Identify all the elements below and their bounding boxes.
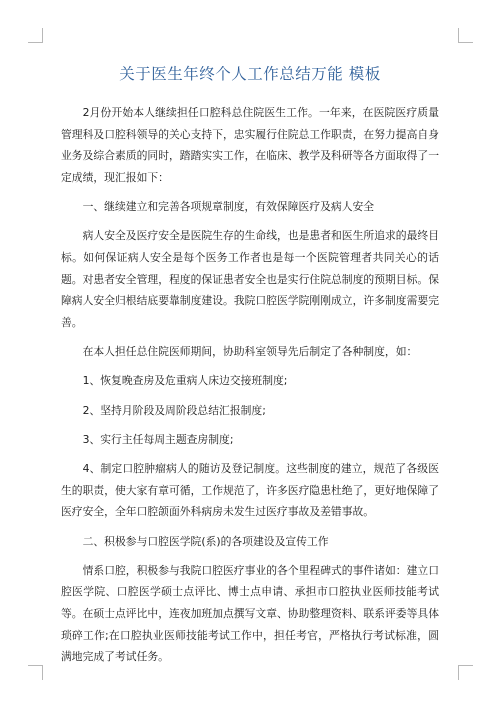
crop-mark-top-right bbox=[458, 28, 473, 43]
paragraph-safety: 病人安全及医疗安全是医院生存的生命线，也是患者和医生所追求的最终目标。如何保证病人安全是每个医务工作者也是每一个医院管理者共同关心的话题。对患者安全管理，程度的保证患者安全也是实行住院总制度的预期目标。保障病人安全归根结底要靠制度建设。我院口腔医学院刚刚成立，许多制度需要完善。 bbox=[61, 229, 439, 329]
list-item-1: 1、恢复晚查房及危重病人床边交接班制度; bbox=[82, 374, 288, 388]
list-item-2: 2、坚持月阶段及周阶段总结汇报制度; bbox=[82, 403, 266, 417]
paragraph-promotion: 情系口腔，积极参与我院口腔医疗事业的各个里程碑式的事件诸如：建立口腔医学院、口腔医学硕士点评比、博士点申请、承担市口腔执业医师技能考试等。在硕士点评比中，连夜加班加点撰写文章、协助整理资料、联系评委等具体琐碎工作;在口腔执业医师技能考试工作中，担任考官，严格执行考试标准，圆满地完成了考试任务。 bbox=[61, 563, 439, 664]
crop-mark-bottom-left bbox=[28, 665, 43, 680]
section-heading-1: 一、继续建立和完善各项规章制度，有效保障医疗及病人安全 bbox=[82, 200, 375, 214]
crop-mark-top-left bbox=[28, 28, 43, 43]
list-item-4: 4、制定口腔肿瘤病人的随访及登记制度。这些制度的建立，规范了各级医生的职责，使大家有章可循，工作规范了，许多医疗隐患杜绝了，更好地保障了医疗安全，全年口腔颌面外科病房未发生过医疗事故及差错事故。 bbox=[61, 462, 439, 519]
document-title: 关于医生年终个人工作总结万能 模板 bbox=[119, 65, 381, 83]
paragraph-intro: 2月份开始本人继续担任口腔科总住院医生工作。一年来，在医院医疗质量管理科及口腔科领导的关心支持下，忠实履行住院总工作职责，在努力提高自身业务及综合素质的同时，踏踏实实工作，在临床、教学及科研等各方面取得了一定成绩，现汇报如下： bbox=[61, 106, 439, 184]
crop-mark-bottom-right bbox=[458, 665, 473, 680]
section-heading-2: 二、积极参与口腔医学院(系)的各项建设及宣传工作 bbox=[82, 534, 329, 548]
paragraph-systems-intro: 在本人担任总住院医师期间，协助科室领导先后制定了各种制度，如： bbox=[82, 345, 418, 358]
document-body bbox=[61, 102, 439, 676]
list-item-3: 3、实行主任每周主题查房制度; bbox=[82, 432, 234, 446]
